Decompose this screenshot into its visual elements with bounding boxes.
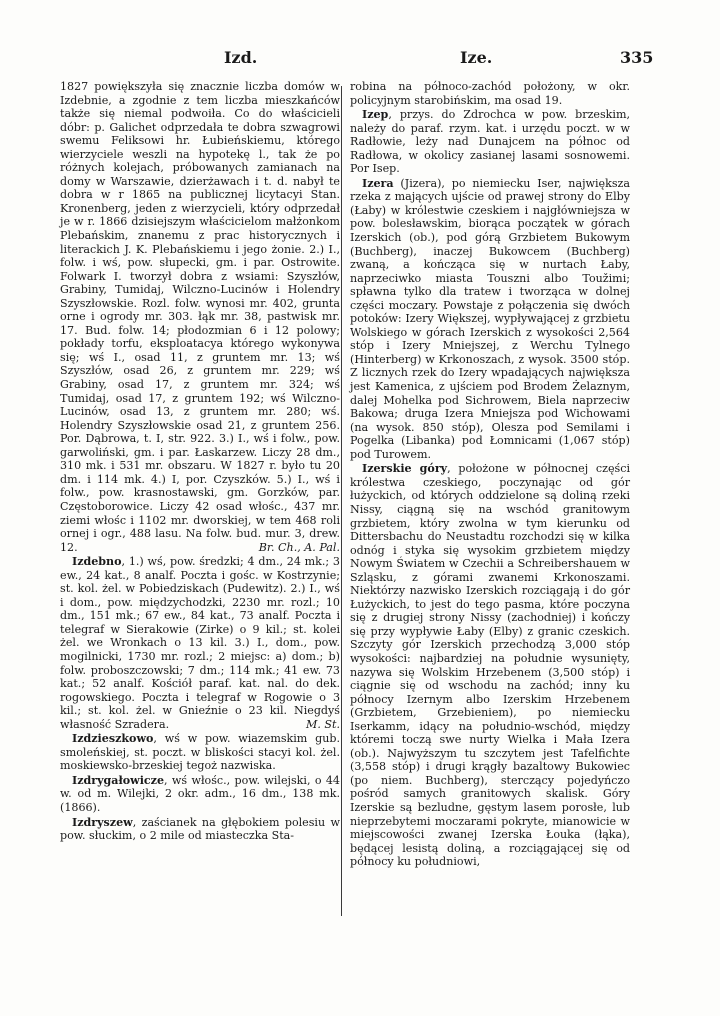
entry-izdebna-continuation [60, 80, 340, 554]
entry-lemma: Izdzieszkowo [72, 732, 154, 746]
entry-lemma: Izdrygałowicze [72, 773, 165, 787]
page-header [60, 48, 700, 76]
entry-izerskie-gory [350, 462, 630, 868]
entry-signature: Br. Ch., A. Pal. [258, 540, 340, 554]
entry-text: robina na północo-zachód położony, w okr. policyjnym starobińskim, ma osad 19. [350, 80, 630, 107]
entry-izdryszew-continuation [350, 80, 630, 107]
header-right-word: Ize. [460, 48, 493, 67]
entry-text: , wś w pow. wiazemskim gub. smoleńskiej, st. poczt. w bliskości stacyi kol. żel. moskiewsko-brzeskiej tegoż nazwiska. [60, 732, 340, 773]
entry-text: , przys. do Zdrochca w pow. brzeskim, należy do paraf. rzym. kat. i urzędu poczt. w w Radłowie, leży nad Dunajcem na północ od Radłowa, w okolicy zasianej lasami sosnowemi. Por Isep. [350, 108, 630, 176]
entry-lemma: Izep [362, 108, 389, 122]
page-number: 335 [620, 48, 654, 67]
entry-izdebno [60, 555, 340, 731]
entry-signature: M. St. [306, 717, 340, 731]
entry-text: , położone w północnej części królestwa czeskiego, poczynając od gór łużyckich, od których oddzielone są doliną rzeki Nissy, ciągną się na wschód granitowym grzbietem, który zwolna w tym kierunku od Dittersbachu do Neustadtu rozchodzi się w kilka odnóg i styka się wysokim grzbietem między Nowym Światem w Czechii a Schreibershauem w Szląsku, z górami zwanemi Krkonoszami. Niektórzy nazwisko Izerskich rozciągają i do gór Łużyckich, to jest do tego pasma, które poczyna się z drugiej strony Nissy (zachodniej) i kończy się przy wypływie Łaby (Elby) z granic czeskich. Szczyty gór Izerskich przechodzą 3,000 stóp wysokości: najbardziej na południe wysunięty, nazywa się Wolskim Hrzebenem (3,500 stóp) i ciągnie się od wschodu na zachód; inny ku północy Izernym albo Izerskim Hrzebenem (Grzbietem, Grzebieniem), po niemiecku Iserkamm, idący na południo-wschód, między któremi toczą swe nurty Wielka i Mała Izera (ob.). Najwyższym tu szczytem jest Tafelfichte (3,558 stóp) i drugi krągły bazaltowy Bukowiec (po niem. Buchberg), sterczący pojedyńczo pośród samych granitowych skalisk. Góry Izerskie są bezludne, gęstym lasem porosłe, lub nieprzebytemi moczarami pokryte, mianowicie w miejscowości zwanej Izerska Łouka (łąka), będącej lesistą doliną, a rozciągającej się od północy ku południowi, [350, 462, 630, 869]
entry-izep [350, 108, 630, 176]
left-column [60, 80, 340, 844]
entry-text: , zaścianek na głębokiem polesiu w pow. słuckim, o 2 mile od miasteczka Sta- [60, 815, 340, 843]
entry-izdryszew [60, 816, 340, 843]
header-left-word: Izd. [224, 48, 258, 67]
right-column [350, 80, 630, 870]
entry-text: , wś włośc., pow. wilejski, o 44 w. od m. Wilejki, 2 okr. adm., 16 dm., 138 mk. (1866). [60, 773, 340, 814]
entry-lemma: Izdryszew [72, 815, 133, 829]
entry-izera [350, 177, 630, 461]
entry-text: (Jizera), po niemiecku Iser, największa rzeka z mających ujście od prawej strony do Elby (Łaby) w królestwie czeskiem i najgłówniejsza w pow. bolesławskim, biorąca początek w górach Izerskich (ob.), pod górą Grzbietem Bukowym (Buchberg), inaczej Bukowcem (Buchberg) zwaną, a kończąca się w nurtach Łaby, naprzeciwko miasta Touszni albo Toužimi; spławna tylko dla tratew i tworząca w dolnej części moczary. Powstaje z połączenia się dwóch potoków: Izery Większej, wypływającej z grzbietu Wolskiego w górach Izerskich z wysokości 2,564 stóp i Izery Mniejszej, z Werchu Tylnego (Hinterberg) w Krkonoszach, z wysok. 3500 stóp. Z licznych rzek do Izery wpadających największa jest Kamenica, z ujściem pod Brodem Żelaznym, dalej Mohelka pod Sichrowem, Biela naprzeciw Bakowa; druga Izera Mniejsza pod Wichowami (na wysok. 850 stóp), Olesza pod Semilami i Pogelka (Libanka) pod Łomnicami (1,067 stóp) pod Turowem. [350, 176, 630, 461]
entry-text: 1827 powiększyła się znacznie liczba domów w Izdebnie, a zgodnie z tem liczba mieszkańców także się niemal podwoiła. Co do właścicieli dóbr: p. Galichet odprzedała te dobra szwagrowi swemu Feliksowi hr. Łubieńskiemu, którego wierzyciele weszli na hypotekę l., tak że po różnych kolejach, próbowanych zamianach na domy w Warszawie, dzierżawach i t. d. nabył te dobra w r 1865 na publicznej licytacyi Stan. Kronenberg, jeden z wierzycieli, który odprzedał je w r. 1866 dzisiejszym właścicielom małżonkom Plebańskim, znanemu z prac historycznych i literackich J. K. Plebańskiemu i jego żonie. 2.) I., folw. i wś, pow. słupecki, gm. i par. Ostrowite. Folwark I. tworzył dobra z wsiami: Szyszłów, Grabiny, Tumidaj, Wilczno-Lucinów i Holendry Szyszłowskie. Rozl. folw. wynosi mr. 402, grunta orne i ogrody mr. 303. łąk mr. 38, pastwisk mr. 17. Bud. folw. 14; płodozmian 6 i 12 polowy; pokłady torfu, eksploatacya którego wykonywa się; wś I., osad 11, z gruntem mr. 13; wś Szyszłów, osad 26, z gruntem mr. 229; wś Grabiny, osad 17, z gruntem mr. 324; wś Tumidaj, osad 17, z gruntem 192; wś Wilczno-Lucinów, osad 13, z gruntem mr. 280; wś. Holendry Szyszłowskie osad 21, z gruntem 256. Por. Dąbrowa, t. I, str. 922. 3.) I., wś i folw., pow. garwoliński, gm. i par. Łaskarzew. Liczy 28 dm., 310 mk. i 531 mr. obszaru. W 1827 r. było tu 20 dm. i 114 mk. 4.) I, por. Czyszków. 5.) I., wś i folw., pow. krasnostawski, gm. Gorzków, par. Częstoborowice. Liczy 42 osad włośc., 437 mr. ziemi włośc i 1102 mr. dworskiej, w tem 468 roli ornej i ogr., 488 lasu. Na folw. bud. mur. 3, drew. 12. [60, 80, 340, 554]
entry-lemma: Izera [362, 176, 394, 190]
column-divider [341, 86, 342, 916]
entry-lemma: Izdebno [72, 555, 122, 569]
entry-izdzieszkowo [60, 732, 340, 773]
entry-text: , 1.) wś, pow. średzki; 4 dm., 24 mk.; 3 ew., 24 kat., 8 analf. Poczta i gośc. w Kostrzynie; st. kol. żel. w Pobiedziskach (Pudewitz). 2.) I., wś i dom., pow. międzychodzki, 2230 mr. rozl.; 10 dm., 151 mk.; 67 ew., 84 kat., 73 analf. Poczta i telegraf w Sierakowie (Zirke) o 9 kil.; st. kolei żel. we Wronkach o 13 kil. 3.) I., dom., pow. mogilnicki, 1730 mr. rozl.; 2 miejsc: a) dom.; b) folw. proboszczowski; 7 dm.; 114 mk.; 41 ew. 73 kat.; 52 analf. Kościół paraf. kat. nal. do dek. rogowskiego. Poczta i telegraf w Rogowie o 3 kil.; st. kol. żel. w Gnieźnie o 23 kil. Niegdyś własność Szradera. [60, 555, 340, 731]
entry-lemma: Izerskie góry [362, 462, 448, 476]
entry-izdrygalowicze [60, 774, 340, 815]
